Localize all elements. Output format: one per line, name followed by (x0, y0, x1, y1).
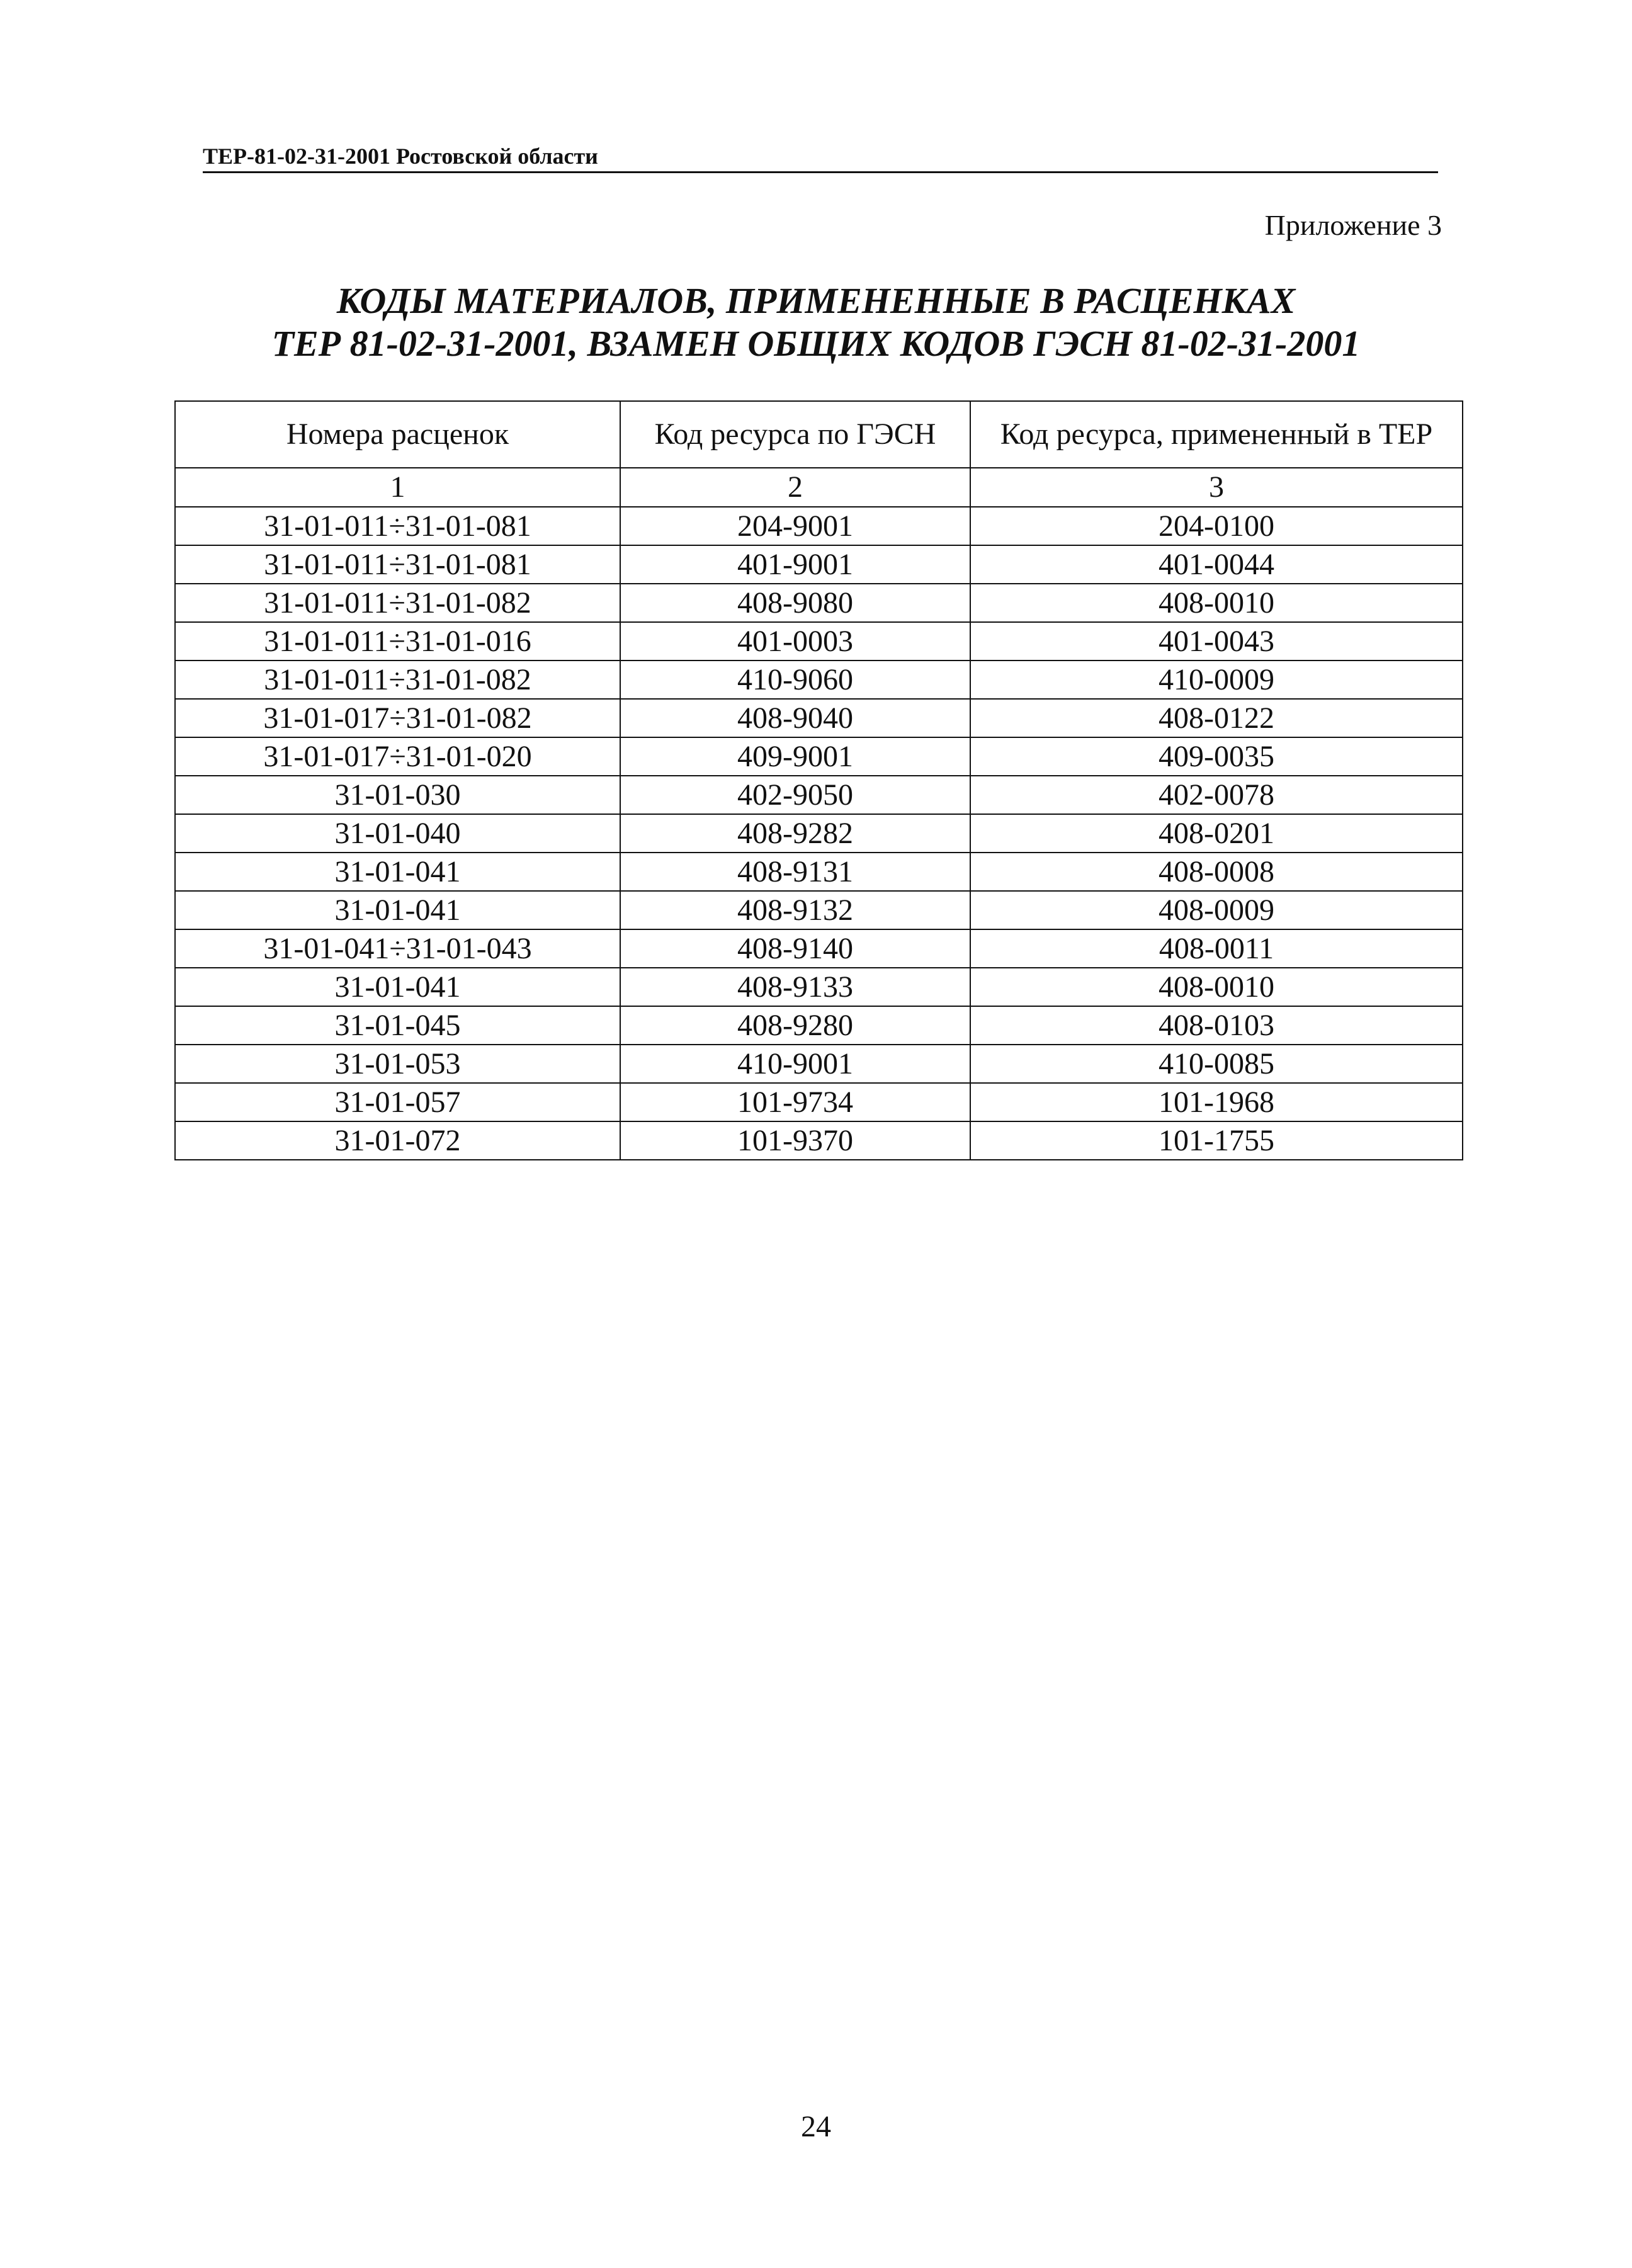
header-rate-numbers: Номера расценок (175, 401, 620, 468)
cell-rate-numbers: 31-01-011÷31-01-081 (175, 507, 620, 545)
cell-ter-code: 410-0085 (970, 1045, 1463, 1083)
table-row (175, 968, 1463, 1006)
column-number: 2 (620, 468, 970, 507)
cell-gesn-code: 408-9280 (620, 1006, 970, 1045)
cell-gesn-code: 101-9370 (620, 1121, 970, 1160)
cell-gesn-code: 409-9001 (620, 737, 970, 776)
cell-ter-code: 408-0201 (970, 814, 1463, 853)
cell-gesn-code: 408-9131 (620, 853, 970, 891)
cell-ter-code: 408-0010 (970, 968, 1463, 1006)
table-row (175, 929, 1463, 968)
cell-ter-code: 408-0122 (970, 699, 1463, 737)
table-row (175, 1045, 1463, 1083)
table-row (175, 853, 1463, 891)
cell-gesn-code: 204-9001 (620, 507, 970, 545)
document-title-line-2: ТЕР 81-02-31-2001, ВЗАМЕН ОБЩИХ КОДОВ ГЭСН 81-02-31-2001 (271, 323, 1361, 364)
cell-rate-numbers: 31-01-040 (175, 814, 620, 853)
cell-gesn-code: 402-9050 (620, 776, 970, 814)
cell-ter-code: 101-1968 (970, 1083, 1463, 1121)
cell-rate-numbers: 31-01-011÷31-01-082 (175, 661, 620, 699)
cell-rate-numbers: 31-01-011÷31-01-082 (175, 584, 620, 622)
cell-gesn-code: 408-9133 (620, 968, 970, 1006)
table-row (175, 1083, 1463, 1121)
cell-gesn-code: 401-9001 (620, 545, 970, 584)
page-number: 24 (801, 2110, 831, 2143)
cell-gesn-code: 101-9734 (620, 1083, 970, 1121)
material-codes-table (174, 400, 1463, 1160)
cell-gesn-code: 410-9060 (620, 661, 970, 699)
cell-ter-code: 408-0103 (970, 1006, 1463, 1045)
cell-ter-code: 408-0009 (970, 891, 1463, 929)
cell-rate-numbers: 31-01-072 (175, 1121, 620, 1160)
cell-rate-numbers: 31-01-011÷31-01-016 (175, 622, 620, 661)
cell-ter-code: 401-0044 (970, 545, 1463, 584)
running-header (203, 142, 1438, 173)
cell-gesn-code: 408-9140 (620, 929, 970, 968)
header-ter-code: Код ресурса, примененный в ТЕР (970, 401, 1463, 468)
cell-rate-numbers: 31-01-045 (175, 1006, 620, 1045)
cell-ter-code: 410-0009 (970, 661, 1463, 699)
table-row (175, 545, 1463, 584)
table-row (175, 891, 1463, 929)
cell-ter-code: 408-0010 (970, 584, 1463, 622)
running-title: ТЕР-81-02-31-2001 Ростовской области (203, 144, 598, 169)
cell-rate-numbers: 31-01-053 (175, 1045, 620, 1083)
table-row (175, 1006, 1463, 1045)
cell-ter-code: 401-0043 (970, 622, 1463, 661)
table-row (175, 814, 1463, 853)
table-header-row (175, 401, 1463, 468)
column-number-row (175, 468, 1463, 507)
table-row (175, 507, 1463, 545)
cell-rate-numbers: 31-01-057 (175, 1083, 620, 1121)
column-number: 1 (175, 468, 620, 507)
table-row (175, 1121, 1463, 1160)
cell-rate-numbers: 31-01-011÷31-01-081 (175, 545, 620, 584)
document-title-line-1: КОДЫ МАТЕРИАЛОВ, ПРИМЕНЕННЫЕ В РАСЦЕНКАХ (336, 280, 1296, 321)
cell-gesn-code: 401-0003 (620, 622, 970, 661)
cell-ter-code: 408-0008 (970, 853, 1463, 891)
cell-gesn-code: 408-9040 (620, 699, 970, 737)
header-gesn-code: Код ресурса по ГЭСН (620, 401, 970, 468)
cell-ter-code: 402-0078 (970, 776, 1463, 814)
cell-ter-code: 204-0100 (970, 507, 1463, 545)
cell-gesn-code: 408-9080 (620, 584, 970, 622)
cell-rate-numbers: 31-01-017÷31-01-020 (175, 737, 620, 776)
table-row (175, 776, 1463, 814)
cell-rate-numbers: 31-01-041 (175, 891, 620, 929)
cell-rate-numbers: 31-01-017÷31-01-082 (175, 699, 620, 737)
table-row (175, 737, 1463, 776)
cell-ter-code: 101-1755 (970, 1121, 1463, 1160)
cell-gesn-code: 408-9132 (620, 891, 970, 929)
cell-rate-numbers: 31-01-041 (175, 853, 620, 891)
table-row (175, 661, 1463, 699)
appendix-label: Приложение 3 (1264, 209, 1442, 241)
table-row (175, 699, 1463, 737)
cell-ter-code: 408-0011 (970, 929, 1463, 968)
cell-rate-numbers: 31-01-041÷31-01-043 (175, 929, 620, 968)
cell-gesn-code: 408-9282 (620, 814, 970, 853)
cell-ter-code: 409-0035 (970, 737, 1463, 776)
cell-rate-numbers: 31-01-030 (175, 776, 620, 814)
cell-gesn-code: 410-9001 (620, 1045, 970, 1083)
column-number: 3 (970, 468, 1463, 507)
cell-rate-numbers: 31-01-041 (175, 968, 620, 1006)
table-row (175, 584, 1463, 622)
table-row (175, 622, 1463, 661)
